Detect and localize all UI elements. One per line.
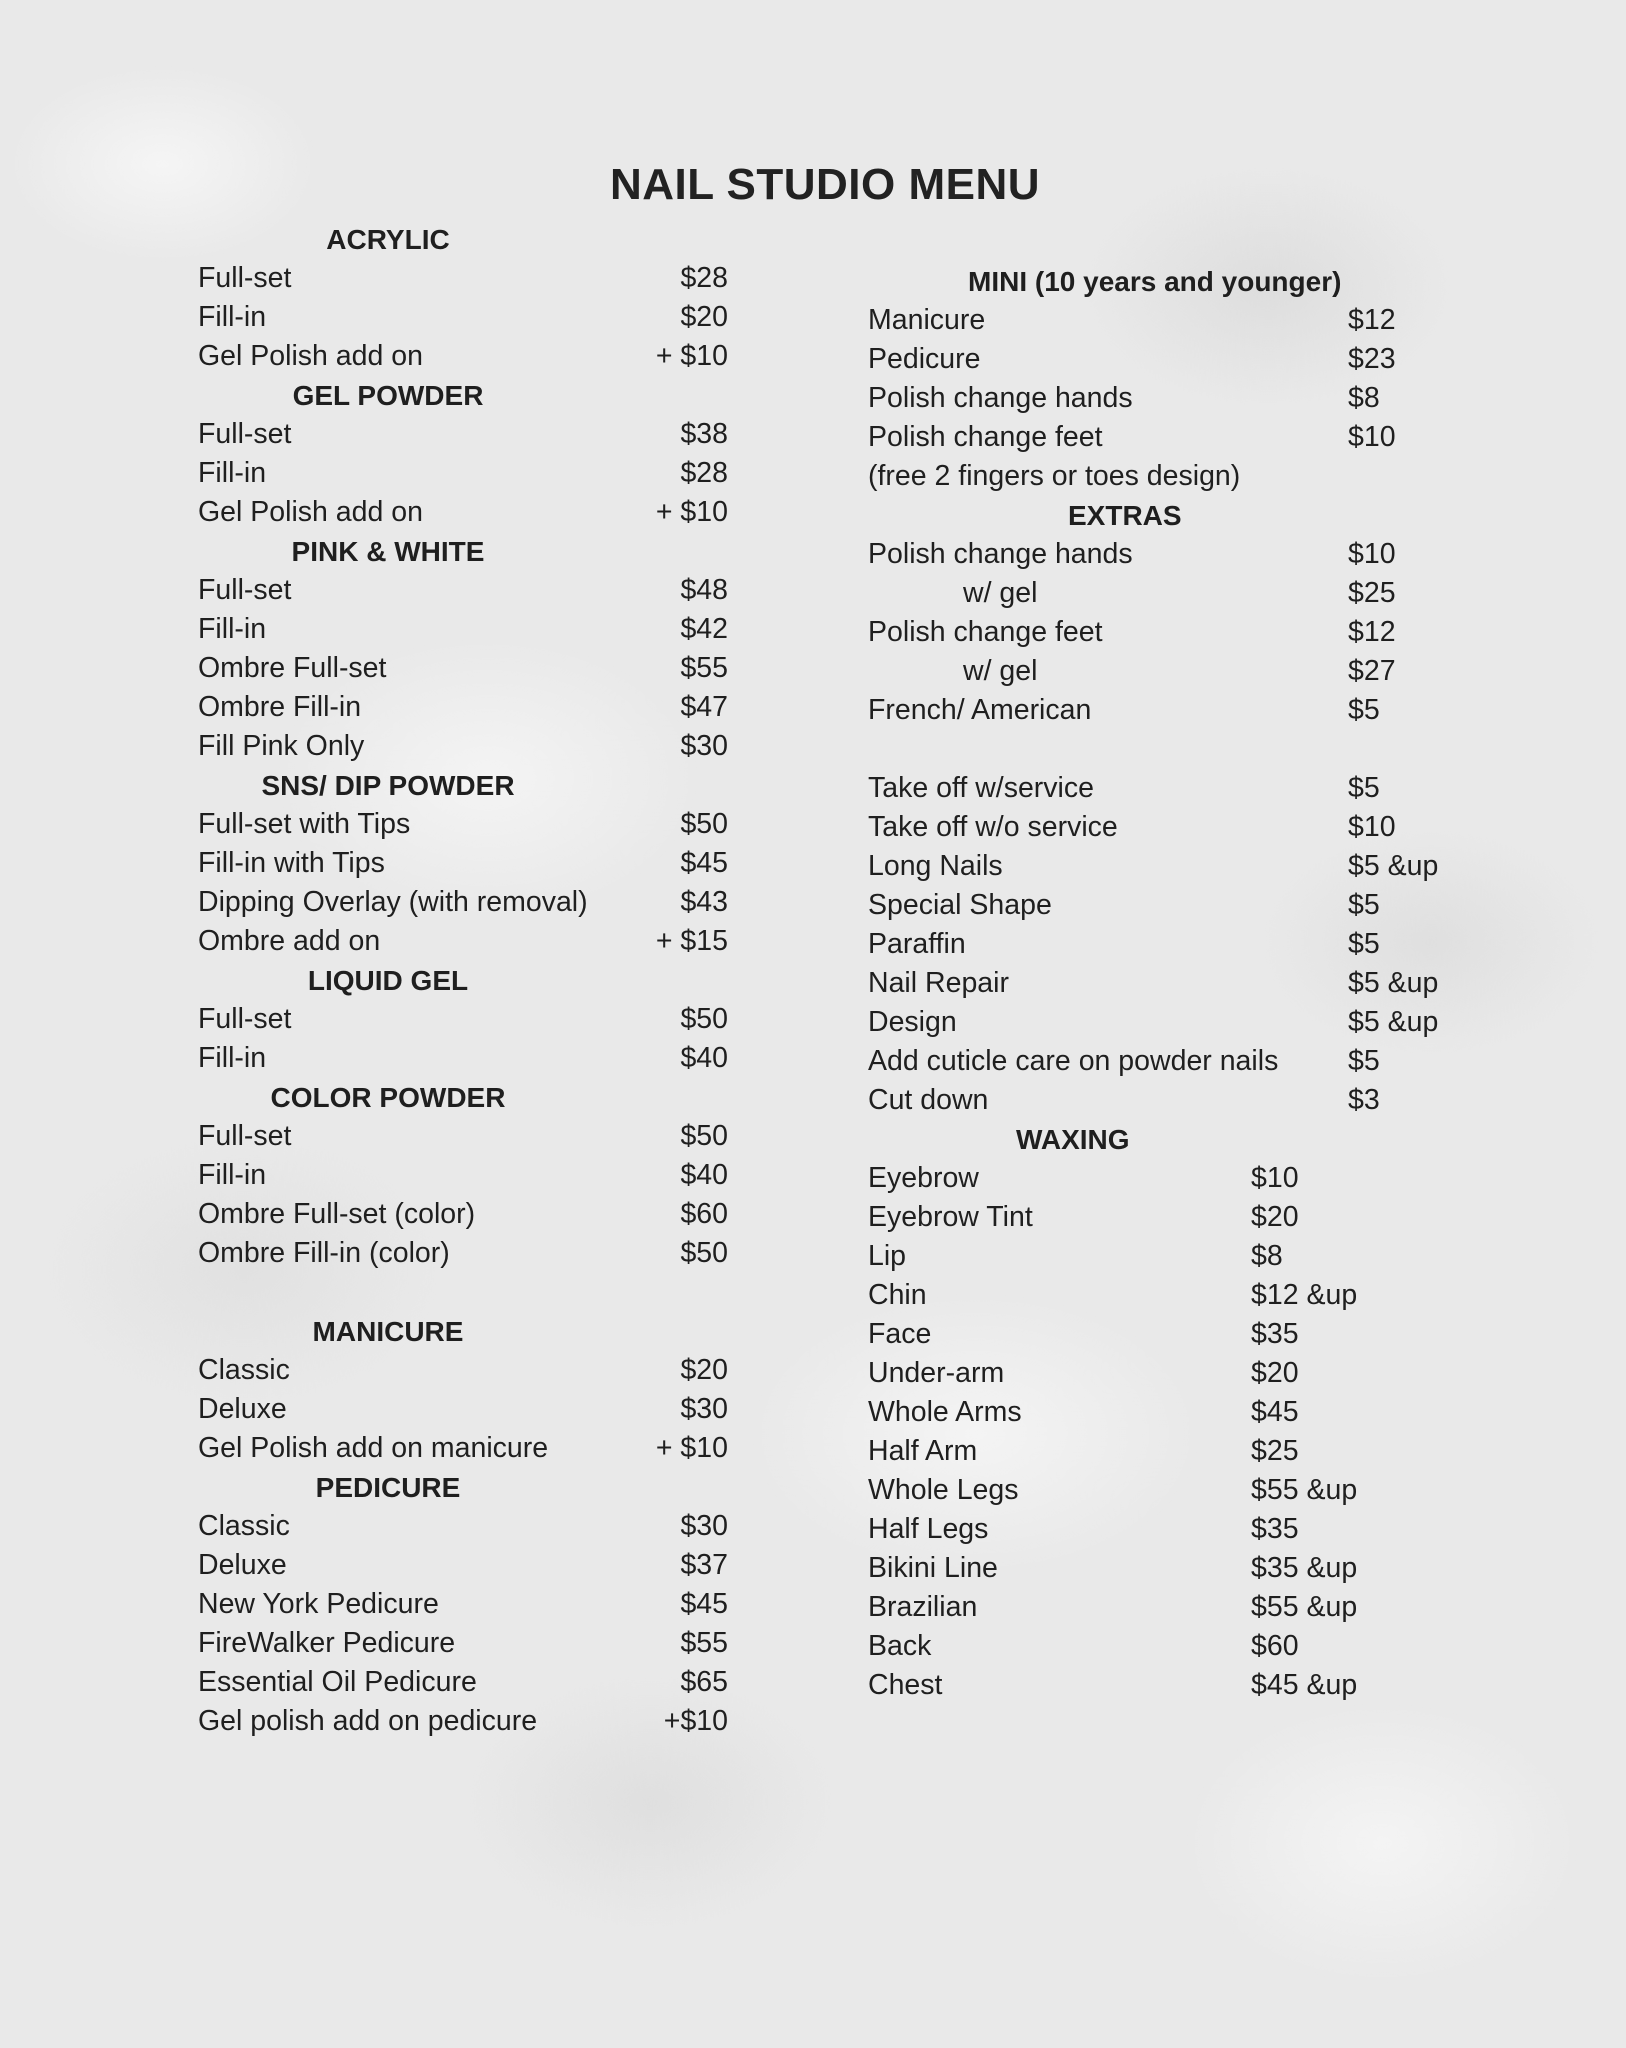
menu-item <box>868 1159 1468 1198</box>
menu-item <box>868 1549 1468 1588</box>
section-title: MINI (10 years and younger) <box>968 266 1342 297</box>
item-price: $47 <box>680 691 728 723</box>
section-title: ACRYLIC <box>326 224 450 255</box>
menu-item <box>198 1507 738 1546</box>
section-title: COLOR POWDER <box>270 1082 506 1113</box>
item-price: $20 <box>680 301 728 333</box>
item-name: Polish change feet <box>868 421 1103 453</box>
item-name: Take off w/o service <box>868 811 1118 843</box>
item-price: $5 <box>1348 772 1380 804</box>
left-column <box>198 220 738 1741</box>
item-price: $25 <box>1251 1435 1299 1467</box>
item-price: $65 <box>680 1666 728 1698</box>
item-name: Gel polish add on pedicure <box>198 1705 538 1737</box>
section-sns-dip-powder <box>198 766 738 961</box>
item-name: Eyebrow <box>868 1162 979 1194</box>
menu-item <box>198 1351 738 1390</box>
item-name: Polish change feet <box>868 616 1103 648</box>
section-title: WAXING <box>1016 1124 1130 1155</box>
item-name: French/ American <box>868 694 1092 726</box>
item-name: New York Pedicure <box>198 1588 439 1620</box>
item-price: $35 <box>1251 1513 1299 1545</box>
item-price: + $10 <box>655 1432 728 1464</box>
item-name: Lip <box>868 1240 907 1272</box>
section-title: EXTRAS <box>1068 500 1182 531</box>
item-name: Pedicure <box>868 343 981 375</box>
item-name: Whole Arms <box>868 1396 1022 1428</box>
section-color-powder <box>198 1078 738 1273</box>
menu-item <box>868 1666 1468 1705</box>
item-name: Face <box>868 1318 932 1350</box>
item-name: Essential Oil Pedicure <box>198 1666 477 1698</box>
item-name: Fill-in <box>198 1159 267 1191</box>
menu-item <box>868 1042 1468 1081</box>
menu-item <box>868 964 1468 1003</box>
item-name: Polish change hands <box>868 538 1133 570</box>
item-price: $45 &up <box>1251 1669 1358 1701</box>
menu-item <box>868 340 1468 379</box>
menu-item <box>868 1315 1468 1354</box>
item-price: $23 <box>1348 343 1396 375</box>
menu-item <box>868 418 1468 457</box>
menu-item <box>198 1156 738 1195</box>
section-liquid-gel <box>198 961 738 1078</box>
menu-item <box>868 1198 1468 1237</box>
page-title: NAIL STUDIO MENU <box>609 160 1041 209</box>
menu-item <box>868 1237 1468 1276</box>
item-price: $28 <box>680 262 728 294</box>
right-column <box>868 262 1468 1705</box>
section-title: GEL POWDER <box>292 380 484 411</box>
item-price: $40 <box>680 1042 728 1074</box>
item-price: $35 &up <box>1251 1552 1358 1584</box>
item-name: Add cuticle care on powder nails <box>868 1045 1279 1077</box>
menu-item <box>198 805 738 844</box>
item-name: Design <box>868 1006 957 1038</box>
menu-item <box>198 337 738 376</box>
item-name: Paraffin <box>868 928 966 960</box>
section-title: PINK & WHITE <box>291 536 485 567</box>
section-acrylic <box>198 220 738 376</box>
menu-item <box>198 688 738 727</box>
item-price: $30 <box>680 1510 728 1542</box>
menu-item <box>198 610 738 649</box>
menu-item <box>198 1585 738 1624</box>
menu-item <box>198 415 738 454</box>
menu-item <box>198 1624 738 1663</box>
item-name: Ombre add on <box>198 925 381 957</box>
item-price: $40 <box>680 1159 728 1191</box>
item-name: Cut down <box>868 1084 989 1116</box>
item-name: Classic <box>198 1510 290 1542</box>
menu-item <box>198 493 738 532</box>
menu-item <box>868 301 1468 340</box>
item-name: Whole Legs <box>868 1474 1019 1506</box>
section-mini <box>868 262 1468 496</box>
item-price: + $15 <box>655 925 728 957</box>
section-extras <box>868 496 1468 1120</box>
menu-item <box>198 649 738 688</box>
item-name: Full-set <box>198 262 292 294</box>
item-name: Bikini Line <box>868 1552 998 1584</box>
item-price: $30 <box>680 730 728 762</box>
item-name: Fill-in <box>198 301 267 333</box>
section-gel-powder <box>198 376 738 532</box>
menu-item <box>198 454 738 493</box>
item-price: $35 <box>1251 1318 1299 1350</box>
item-name: Half Legs <box>868 1513 989 1545</box>
item-name: Ombre Fill-in <box>198 691 362 723</box>
item-price: $10 <box>1251 1162 1299 1194</box>
item-price: +$10 <box>663 1705 728 1737</box>
menu-item <box>868 1588 1468 1627</box>
item-name: Ombre Full-set <box>198 652 387 684</box>
item-price: $20 <box>1251 1201 1299 1233</box>
item-name: Fill-in <box>198 1042 267 1074</box>
menu-item <box>198 1546 738 1585</box>
menu-item <box>868 379 1468 418</box>
menu-item <box>868 1081 1468 1120</box>
section-manicure <box>198 1312 738 1468</box>
section-pedicure <box>198 1468 738 1741</box>
menu-item <box>198 1000 738 1039</box>
menu-item <box>868 808 1468 847</box>
menu-item <box>868 691 1468 730</box>
item-name: Full-set <box>198 418 292 450</box>
item-price: $60 <box>1251 1630 1299 1662</box>
item-name: Half Arm <box>868 1435 978 1467</box>
menu-item <box>868 535 1468 574</box>
item-name: Manicure <box>868 304 986 336</box>
menu-item <box>868 1510 1468 1549</box>
item-price: $50 <box>680 1003 728 1035</box>
item-name: Back <box>868 1630 932 1662</box>
section-title: PEDICURE <box>315 1472 461 1503</box>
menu-item <box>868 1432 1468 1471</box>
spacer <box>198 1273 738 1312</box>
item-name: Classic <box>198 1354 290 1386</box>
item-price: $5 <box>1348 889 1380 921</box>
item-price: $10 <box>1348 538 1396 570</box>
item-name: Brazilian <box>868 1591 978 1623</box>
item-price: $8 <box>1251 1240 1283 1272</box>
item-price: $5 &up <box>1348 1006 1439 1038</box>
item-name: Take off w/service <box>868 772 1094 804</box>
item-price: $30 <box>680 1393 728 1425</box>
item-price: $55 <box>680 652 728 684</box>
section-title: MANICURE <box>312 1316 464 1347</box>
item-name: Full-set <box>198 1120 292 1152</box>
menu-item <box>198 571 738 610</box>
item-price: $12 <box>1348 616 1396 648</box>
item-price: $60 <box>680 1198 728 1230</box>
item-name: Dipping Overlay (with removal) <box>198 886 588 918</box>
menu-item <box>868 847 1468 886</box>
item-price: $8 <box>1348 382 1380 414</box>
menu-item <box>868 925 1468 964</box>
item-name: Gel Polish add on <box>198 340 423 372</box>
menu-item <box>198 1429 738 1468</box>
menu-item <box>868 1393 1468 1432</box>
item-price: $43 <box>680 886 728 918</box>
menu-item <box>198 259 738 298</box>
spacer <box>868 730 1468 769</box>
menu-item <box>868 769 1468 808</box>
menu-item <box>198 298 738 337</box>
item-name: Ombre Fill-in (color) <box>198 1237 450 1269</box>
menu-item <box>198 883 738 922</box>
item-price: $28 <box>680 457 728 489</box>
item-name: Nail Repair <box>868 967 1009 999</box>
menu-item <box>198 1663 738 1702</box>
item-name: Polish change hands <box>868 382 1133 414</box>
item-name: Full-set <box>198 574 292 606</box>
menu-item <box>198 1702 738 1741</box>
item-price: $55 <box>680 1627 728 1659</box>
item-price: $50 <box>680 1237 728 1269</box>
item-price: $5 &up <box>1348 967 1439 999</box>
menu-item <box>868 1471 1468 1510</box>
item-price: $37 <box>680 1549 728 1581</box>
item-name: Chest <box>868 1669 943 1701</box>
menu-item <box>868 886 1468 925</box>
item-price: $38 <box>680 418 728 450</box>
item-name: Deluxe <box>198 1393 287 1425</box>
menu-item <box>868 1276 1468 1315</box>
item-price: $55 &up <box>1251 1591 1358 1623</box>
menu-item <box>198 1195 738 1234</box>
item-name: Gel Polish add on <box>198 496 423 528</box>
item-name: w/ gel <box>963 655 1038 687</box>
item-price: $5 &up <box>1348 850 1439 882</box>
item-price: $3 <box>1348 1084 1380 1116</box>
item-name: Eyebrow Tint <box>868 1201 1033 1233</box>
menu-item <box>198 727 738 766</box>
section-pink-white <box>198 532 738 766</box>
item-price: $25 <box>1348 577 1396 609</box>
item-name: Full-set with Tips <box>198 808 411 840</box>
item-name: Full-set <box>198 1003 292 1035</box>
item-price: $5 <box>1348 928 1380 960</box>
menu-item <box>868 652 1468 691</box>
item-price: $10 <box>1348 421 1396 453</box>
item-price: $20 <box>680 1354 728 1386</box>
section-title: SNS/ DIP POWDER <box>261 770 515 801</box>
menu-item <box>868 1354 1468 1393</box>
item-name: Gel Polish add on manicure <box>198 1432 549 1464</box>
item-name: Deluxe <box>198 1549 287 1581</box>
item-price: $5 <box>1348 694 1380 726</box>
item-price: $5 <box>1348 1045 1380 1077</box>
section-waxing <box>868 1120 1468 1705</box>
item-name: Fill Pink Only <box>198 730 365 762</box>
item-price: + $10 <box>655 496 728 528</box>
menu-item <box>198 922 738 961</box>
menu-item <box>198 1117 738 1156</box>
item-price: $10 <box>1348 811 1396 843</box>
item-price: $27 <box>1348 655 1396 687</box>
item-price: $12 <box>1348 304 1396 336</box>
section-title: LIQUID GEL <box>307 965 469 996</box>
item-name: Under-arm <box>868 1357 1005 1389</box>
mini-note: (free 2 fingers or toes design) <box>868 460 1241 492</box>
item-price: $45 <box>680 847 728 879</box>
item-price: $48 <box>680 574 728 606</box>
item-price: $55 &up <box>1251 1474 1358 1506</box>
item-name: Long Nails <box>868 850 1003 882</box>
menu-item <box>868 613 1468 652</box>
item-name: Ombre Full-set (color) <box>198 1198 476 1230</box>
item-price: $50 <box>680 1120 728 1152</box>
item-name: w/ gel <box>963 577 1038 609</box>
item-name: Fill-in <box>198 613 267 645</box>
menu-item <box>198 1234 738 1273</box>
menu-item <box>198 1039 738 1078</box>
item-price: $12 &up <box>1251 1279 1358 1311</box>
menu-item <box>868 1003 1468 1042</box>
item-price: $45 <box>680 1588 728 1620</box>
menu-item <box>868 574 1468 613</box>
item-name: FireWalker Pedicure <box>198 1627 456 1659</box>
item-price: + $10 <box>655 340 728 372</box>
item-name: Fill-in <box>198 457 267 489</box>
item-name: Fill-in with Tips <box>198 847 385 879</box>
item-price: $45 <box>1251 1396 1299 1428</box>
item-name: Chin <box>868 1279 927 1311</box>
item-price: $50 <box>680 808 728 840</box>
menu-item <box>198 844 738 883</box>
menu-item <box>198 1390 738 1429</box>
menu-item <box>868 1627 1468 1666</box>
item-price: $42 <box>680 613 728 645</box>
item-price: $20 <box>1251 1357 1299 1389</box>
item-name: Special Shape <box>868 889 1052 921</box>
